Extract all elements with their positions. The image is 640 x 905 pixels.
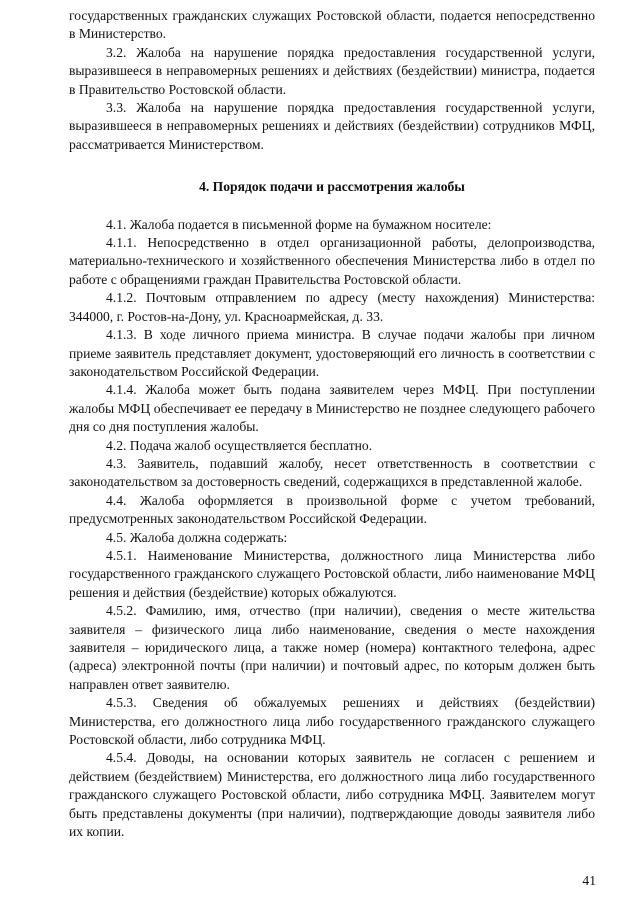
paragraph-4-5-3: 4.5.3. Сведения об обжалуемых решениях и действиях (бездействии) Министерства, его должностного лица либо государственного гражданского служащего Ростовской области, либо сотрудника МФЦ.	[69, 695, 595, 748]
paragraph-4-5-1: 4.5.1. Наименование Министерства, должностного лица Министерства либо государственного гражданского служащего Ростовской области, либо наименование МФЦ решения и действия (бездействие) которых обжалуются.	[69, 547, 595, 600]
paragraph-4-1-1: 4.1.1. Непосредственно в отдел организационной работы, делопроизводства, материально-технического и хозяйственного обеспечения Министерства либо в отдел по работе с обращениями граждан Правительства Ростовской области.	[69, 235, 595, 287]
paragraph-4-1-2: 4.1.2. Почтовым отправлением по адресу (месту нахождения) Министерства: 344000, г. Ростов-на-Дону, ул. Красноармейская, д. 33.	[69, 290, 595, 324]
paragraph-4-3: 4.3. Заявитель, подавший жалобу, несет ответственность в соответствии с законодательством за достоверность сведений, содержащихся в представленной жалобе.	[69, 455, 595, 490]
document-page	[69, 7, 595, 841]
paragraph-4-1: 4.1. Жалоба подается в письменной форме на бумажном носителе:	[106, 216, 492, 232]
paragraph-4-5-2: 4.5.2. Фамилию, имя, отчество (при наличии), сведения о месте жительства заявителя – физического лица либо наименование, сведения о месте нахождения заявителя – юридического лица, а также номер (номера) контактного телефона, адрес (адреса) электронной почты (при наличии) и почтовый адрес, по которым должен быть направлен ответ заявителю.	[69, 603, 595, 692]
section-heading: 4. Порядок подачи и рассмотрения жалобы	[199, 179, 465, 195]
paragraph-4-5: 4.5. Жалоба должна содержать:	[106, 529, 288, 545]
paragraph-4-1-4: 4.1.4. Жалоба может быть подана заявителем через МФЦ. При поступлении жалобы МФЦ обеспечивает ее передачу в Министерство не позднее следующего рабочего дня со дня поступления жалобы.	[69, 382, 595, 435]
paragraph-continuation: государственных гражданских служащих Ростовской области, подается непосредственно в Министерство.	[69, 8, 595, 42]
paragraph-3-3: 3.3. Жалоба на нарушение порядка предоставления государственной услуги, выразившееся в неправомерных решениях и действиях (бездействии) сотрудников МФЦ, рассматривается Министерством.	[69, 100, 595, 152]
paragraph-4-4: 4.4. Жалоба оформляется в произвольной форме с учетом требований, предусмотренных законодательством Российской Федерации.	[69, 492, 595, 527]
paragraph-4-5-4: 4.5.4. Доводы, на основании которых заявитель не согласен с решением и действием (бездействием) Министерства, его должностного лица либо государственного гражданского служащего Ростовской области, либо сотрудника МФЦ. Заявителем могут быть представлены документы (при наличии), подтверждающие доводы заявителя либо их копии.	[69, 750, 595, 840]
paragraph-4-2: 4.2. Подача жалоб осуществляется бесплатно.	[106, 437, 373, 453]
page-number: 41	[582, 873, 596, 888]
paragraph-4-1-3: 4.1.3. В ходе личного приема министра. В случае подачи жалобы при личном приеме заявитель представляет документ, удостоверяющий его личность в соответствии с законодательством Российской Федерации.	[69, 327, 595, 379]
paragraph-3-2: 3.2. Жалоба на нарушение порядка предоставления государственной услуги, выразившееся в неправомерных решениях и действиях (бездействии) министра, подается в Правительство Ростовской области.	[69, 44, 595, 97]
